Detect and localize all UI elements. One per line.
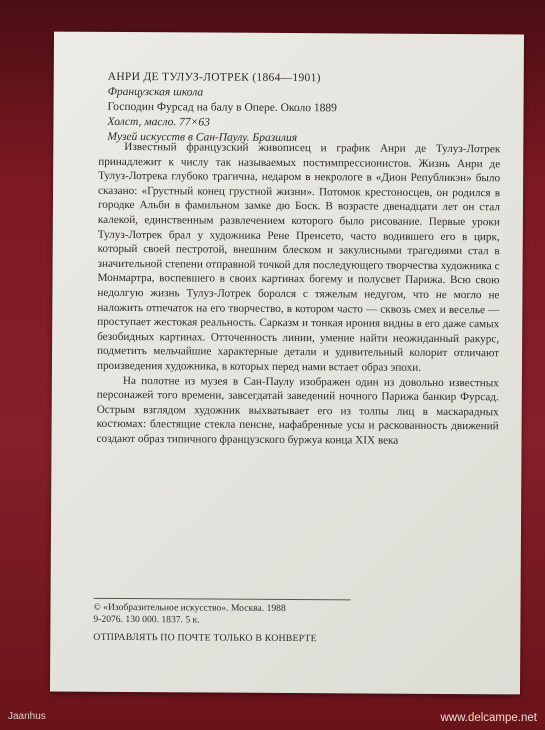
- copyright-line: © «Изобразительное искусство». Москва. 1988: [93, 601, 286, 614]
- museum-location: Музей искусств в Сан-Паулу. Бразилия: [107, 130, 298, 145]
- description-paragraph-1: Известный французский живописец и график Анри де Тулуз-Лотрек принадлежит к числу так называемых постимпрессионистов. Жизнь Анри де Тулуз-Лотрека глубоко трагична, недаром в некрологе в «Дион Републикэн» было сказано: «Грустный конец грустной жизни». Потомок крестоносцев, он родился в городке Альби в фамильном замке дю Боск. В возрасте двенадцати лет он стал калекой, единственным развлечением которого было рисование. Первые уроки Тулуз-Лотрек брал у художника Рене Пренсето, часто водившего его в цирк, который своей пестротой, внешним блеском и закулисными трагедиями стал в значительной степени отправной точкой для последующего творчества художника с Монмартра, воспевшего в своих картинах богему и полусвет Парижа. Всю свою недолгую жизнь Тулуз-Лотрек боролся с тяжелым недугом, что не могло не наложить отпечаток на его творчество, в котором часто — сквозь смех и веселье — проступает жестокая реальность. Сарказм и тонкая ирония видны в его даже самых безобидных картинах. Отточенность линии, умение найти неожиданный ракурс, подметить мельчайшие характерные детали и удивительный колорит отличают произведения художника, в которых перед нами встает образ эпохи.: [96, 141, 501, 374]
- description-paragraph-2: На полотне из музея в Сан-Паулу изображен один из довольно известных персонажей того времени, завсегдатай заведений ночного Парижа банкир Фурсад. Острым взглядом художник выхватывает его из толпы лиц в маскарадных костюмах: блестящие стекла пенсне, нафабренные усы и раскованность движений создают образ типичного французского буржуа конца XIX века: [96, 374, 499, 447]
- postcard-back: [50, 32, 524, 695]
- publisher-info: [93, 602, 493, 628]
- mailing-instruction: ОТПРАВЛЯТЬ ПО ПОЧТЕ ТОЛЬКО В КОНВЕРТЕ: [93, 631, 317, 645]
- site-watermark-brand: delcampe: [467, 712, 518, 724]
- artist-name: АНРИ ДЕ ТУЛУЗ-ЛОТРЕК (1864—1901): [107, 70, 321, 85]
- footer-divider: [94, 598, 351, 601]
- artwork-title: Господин Фурсад на балу в Опере. Около 1889: [107, 100, 337, 115]
- print-info-line: 9-2076. 130 000. 1837. 5 к.: [93, 613, 200, 626]
- site-watermark-prefix: www.: [440, 712, 468, 724]
- site-watermark-suffix: .net: [517, 712, 537, 724]
- artwork-medium: Холст, масло. 77×63: [107, 115, 210, 129]
- site-watermark: [440, 712, 537, 724]
- seller-watermark: Jaanhus: [8, 711, 46, 722]
- art-school: Французская школа: [107, 85, 204, 99]
- artwork-caption: [107, 70, 507, 147]
- description-text: [96, 140, 500, 449]
